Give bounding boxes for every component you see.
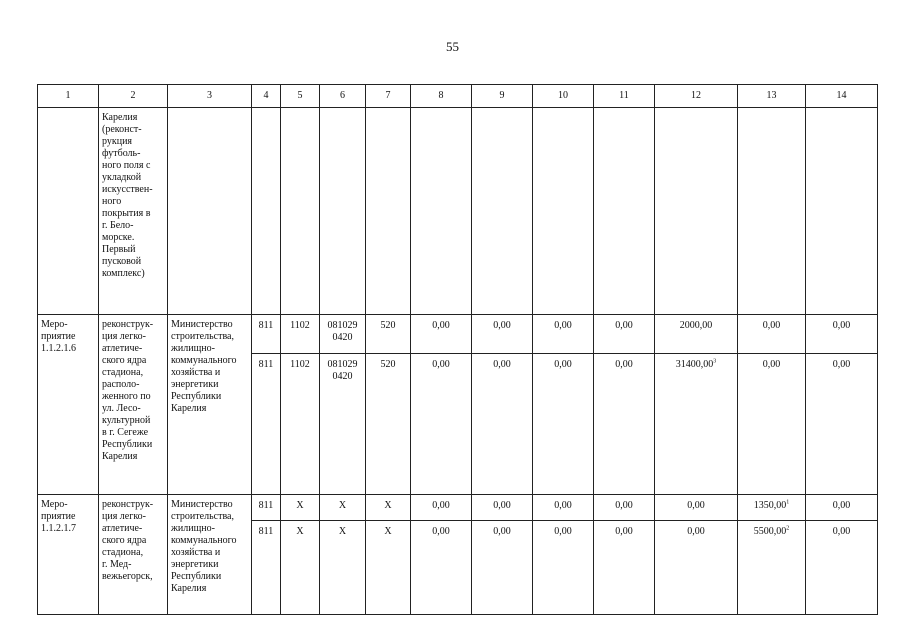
table-cell <box>806 108 878 315</box>
value-col-10: 0,00 <box>533 315 594 354</box>
continuation-description: Карелия (реконст- рукция футболь- ного поля с укладкой искусствен- ного покрытия в г. Бело- морске. Первый пусковой комплекс) <box>99 108 168 315</box>
event-name: реконструк- ция легко- атлетиче- ского ядра стадиона, располо- женного по ул. Лесо- культурной в г. Сегеже Республики Карелия <box>99 315 168 495</box>
header-cell-1: 1 <box>38 85 99 108</box>
section-code: Х <box>281 495 320 521</box>
value-col-12: 31400,00$^3$ <box>655 354 738 495</box>
event-executor: Министерство строительства, жилищно- коммунального хозяйства и энергетики Республики Карелия <box>168 495 252 615</box>
table-cell <box>533 108 594 315</box>
header-cell-11: 11 <box>594 85 655 108</box>
value-col-12: 0,00 <box>655 495 738 521</box>
value-col-9: 0,00 <box>472 521 533 615</box>
event-name: реконструк- ция легко- атлетиче- ского ядра стадиона, г. Мед- вежьегорск, <box>99 495 168 615</box>
value-col-10: 0,00 <box>533 354 594 495</box>
table-cell <box>738 108 806 315</box>
value-col-8: 0,00 <box>411 495 472 521</box>
value-col-9: 0,00 <box>472 315 533 354</box>
value-col-10: 0,00 <box>533 521 594 615</box>
value-col-9: 0,00 <box>472 354 533 495</box>
value-col-8: 0,00 <box>411 521 472 615</box>
target-code: Х <box>320 495 366 521</box>
value-col-12: 2000,00 <box>655 315 738 354</box>
table-cell <box>38 108 99 315</box>
expense-type: 520 <box>366 354 411 495</box>
header-cell-3: 3 <box>168 85 252 108</box>
value-col-11: 0,00 <box>594 495 655 521</box>
expense-type: Х <box>366 521 411 615</box>
value-col-13: 0,00 <box>738 354 806 495</box>
table-cell <box>168 108 252 315</box>
header-cell-7: 7 <box>366 85 411 108</box>
value-col-8: 0,00 <box>411 354 472 495</box>
value-col-14: 0,00 <box>806 354 878 495</box>
header-row <box>38 85 878 108</box>
grbs-code: 811 <box>252 495 281 521</box>
section-code: 1102 <box>281 315 320 354</box>
value-col-13: 1350,00$^1$ <box>738 495 806 521</box>
value-col-13: 0,00 <box>738 315 806 354</box>
value-col-13: 5500,00$^2$ <box>738 521 806 615</box>
table-row <box>38 495 878 521</box>
header-cell-4: 4 <box>252 85 281 108</box>
value-col-14: 0,00 <box>806 315 878 354</box>
header-cell-12: 12 <box>655 85 738 108</box>
value-col-9: 0,00 <box>472 495 533 521</box>
header-cell-8: 8 <box>411 85 472 108</box>
header-cell-6: 6 <box>320 85 366 108</box>
header-cell-2: 2 <box>99 85 168 108</box>
target-code: 081029 0420 <box>320 315 366 354</box>
grbs-code: 811 <box>252 315 281 354</box>
table-cell <box>594 108 655 315</box>
header-cell-9: 9 <box>472 85 533 108</box>
value-col-14: 0,00 <box>806 495 878 521</box>
value-col-11: 0,00 <box>594 315 655 354</box>
event-id: Меро- приятие 1.1.2.1.6 <box>38 315 99 495</box>
header-cell-14: 14 <box>806 85 878 108</box>
header-cell-13: 13 <box>738 85 806 108</box>
page-number: 55 <box>446 39 459 54</box>
table-row-continuation <box>38 108 878 315</box>
expense-type: Х <box>366 495 411 521</box>
value-col-12: 0,00 <box>655 521 738 615</box>
target-code: 081029 0420 <box>320 354 366 495</box>
table-row <box>38 315 878 354</box>
value-col-8: 0,00 <box>411 315 472 354</box>
section-code: 1102 <box>281 354 320 495</box>
table-cell <box>655 108 738 315</box>
grbs-code: 811 <box>252 354 281 495</box>
value-col-11: 0,00 <box>594 354 655 495</box>
value-col-11: 0,00 <box>594 521 655 615</box>
event-id: Меро- приятие 1.1.2.1.7 <box>38 495 99 615</box>
grbs-code: 811 <box>252 521 281 615</box>
budget-table <box>37 84 878 615</box>
table-cell <box>320 108 366 315</box>
value-col-14: 0,00 <box>806 521 878 615</box>
event-executor: Министерство строительства, жилищно- коммунального хозяйства и энергетики Республики Карелия <box>168 315 252 495</box>
section-code: Х <box>281 521 320 615</box>
table-cell <box>366 108 411 315</box>
header-cell-10: 10 <box>533 85 594 108</box>
target-code: Х <box>320 521 366 615</box>
table-cell <box>472 108 533 315</box>
value-col-10: 0,00 <box>533 495 594 521</box>
table-cell <box>281 108 320 315</box>
table-cell <box>252 108 281 315</box>
table-cell <box>411 108 472 315</box>
expense-type: 520 <box>366 315 411 354</box>
header-cell-5: 5 <box>281 85 320 108</box>
